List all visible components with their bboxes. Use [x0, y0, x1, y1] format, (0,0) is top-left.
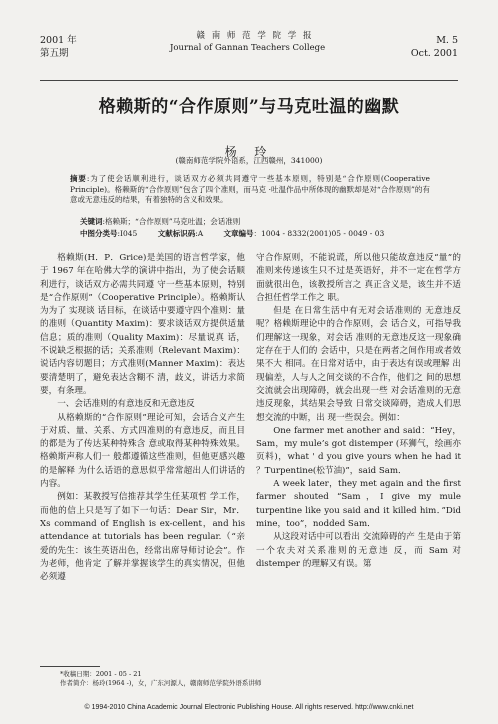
abstract-text: :为了使会话顺利进行，谈话双方必须共同遵守一些基本原则，特别是“合作原则(Cooperative Principle)。格赖斯的“合作原则”包含了四个准则，而马克 ·吐温作品中所体现的幽默却是对“合作原则”的有意或无意违反的结果，有着独特的含义和效果。 [70, 174, 430, 204]
header-date: Oct. 2001 [410, 48, 458, 59]
paragraph: 从这段对话中可以看出 交流障碍的产 生是由于第一个农夫对关系准则的无意违 反，而 Sam 对 distemper 的理解又有误。第 [256, 532, 461, 569]
classification-line [80, 228, 440, 239]
clc-value: :I045 [117, 229, 138, 238]
section-heading: 一、会话准则的有意违反和无意违反 [57, 399, 195, 410]
paragraph: 守合作原则，不能说谎，所以他只能故意违反“量”的准则来传递该生只不过是英语好，并不一定在哲学方面就很出色，该教授所言之 真正含义是，该生并不适合担任哲学工作之 职。 [256, 253, 461, 303]
body-right-column [256, 252, 461, 571]
footnote [60, 670, 261, 688]
journal-name-en: Journal of Gannan Teachers College [170, 43, 326, 53]
header-rule [40, 80, 458, 81]
art-value: ：1004 - 8332(2001)05 - 0049 - 03 [253, 229, 385, 238]
header-year: 2001 年 [40, 35, 77, 46]
copyright-line: © 1994-2010 China Academic Journal Electronic Publishing House. All rights reserved. http://www.cnki.net [84, 704, 414, 711]
journal-name-cn: 赣 南 师 范 学 院 学 报 [196, 31, 314, 41]
art-label: 文章编号 [223, 229, 254, 238]
body-left-column [40, 252, 245, 584]
paragraph: 例如：某教授写信推荐其学生任某项哲 学工作，而他的信上只是写了如下一句话：Dear Sir，Mr．Xs command of English is ex-cellent，and his attendance at tutorials has been regular.（“亲爱的先生：该生英语出色，经常出席导师讨论会”。作为老师，他肯定 了解并掌握该学生的真实情况，但他必须遵 [40, 492, 245, 583]
header-right [411, 34, 458, 60]
doc-label: 文献标识码 [157, 229, 196, 238]
paragraph: 格赖斯(H．P．Grice)是美国的语言哲学家，他于 1967 年在哈佛大学的演讲中指出，为了使会话顺利进行，谈话双方必需共同遵 守一些基本原则，特别是“合作原则”（Cooperative Principle）。格赖斯认为为了 实现谈 话目标，在谈话中要遵守四个准则：量的准则（Quantity Maxim)：要求谈话双方提供适量 信息；质的准则（Quality Maxim)：尽量说真 话，不说缺乏根据的话；关系准则（Relevant Maxim)：说话内容切题目；方式准则(Manner Maxim)：表达要清楚明了，避免表达含糊不 清，歧义，讲话力求简要，有条理。 [40, 253, 245, 396]
author-name: 杨 玲 [224, 145, 274, 159]
header-issue-cn: 第五期 [40, 48, 69, 59]
keywords [80, 216, 240, 227]
clc-label: 中图分类号 [80, 229, 118, 238]
article-number [224, 228, 385, 239]
footnote-author-info: 作者简介：杨玲(1964 -)，女，广东河源人，赣南师范学院外语系讲师 [60, 679, 262, 687]
header-journal [170, 30, 340, 54]
footnote-rule [40, 666, 100, 667]
clc-number [80, 228, 137, 239]
doc-value: :A [195, 229, 204, 238]
author-affiliation: (赣南师范学院外语系，江西赣州，341000) [175, 156, 323, 165]
footnote-received: *收稿日期：2001 - 05 - 21 [60, 670, 142, 678]
header-left [40, 34, 77, 60]
doc-code [158, 228, 203, 239]
paragraph: 从格赖斯的“合作原则”理论可知，会话合义产生于对质、量、关系、方式四准则的有意违反，而且目的都是为了传达某种特殊含 意或取得某种特殊效果。格赖斯声称人们一 般都遵循这些准则，但他更感兴趣的是解释 为什么话语的意思似乎常常超出人们讲话的 内容。 [40, 412, 245, 490]
keywords-label: 关键词 [80, 217, 103, 226]
keywords-text: :格赖斯；“合作原则”马克吐温；会话准则 [102, 217, 241, 226]
paragraph: 但是 在日常生活中有无对会话准则的 无意违反呢？格赖斯理论中的合作原则，会 话合义，可指导我们理解这一现象，对会话 准则的无意违反这一现象确定存在于人们的 会话中，只是在两者之间作用或者效果不大 相同。在日常对话中，由于表达有误或理解 出现偏差，人与人之间交谈的不合作，他们之 间的思想交流就会出现障碍，就会出现一些 对会话准则的无意违反现象，其结果会导致 日常交谈障碍，造成人们思想交流的中断，出 现一些误会。例如： [256, 306, 461, 423]
abstract-label: 摘要 [70, 174, 87, 183]
header-issue-no: M. 5 [436, 35, 458, 46]
paragraph: One farmer met another and said：“Hey，Sam，my mule’s got distemper (环狮气，绘画亦页料)，what ' d you give yours when he had it ？Turpentine(松节油)”，said Sam． [256, 425, 461, 476]
abstract [70, 174, 430, 206]
paragraph: A week later，they met again and the first farmer shouted “Sam，I give my mule turpentine like you said and it killed him．”Did mine，too”，nodded Sam． [256, 479, 461, 529]
article-title: 格赖斯的“合作原则”与马克吐温的幽默 [98, 97, 400, 117]
